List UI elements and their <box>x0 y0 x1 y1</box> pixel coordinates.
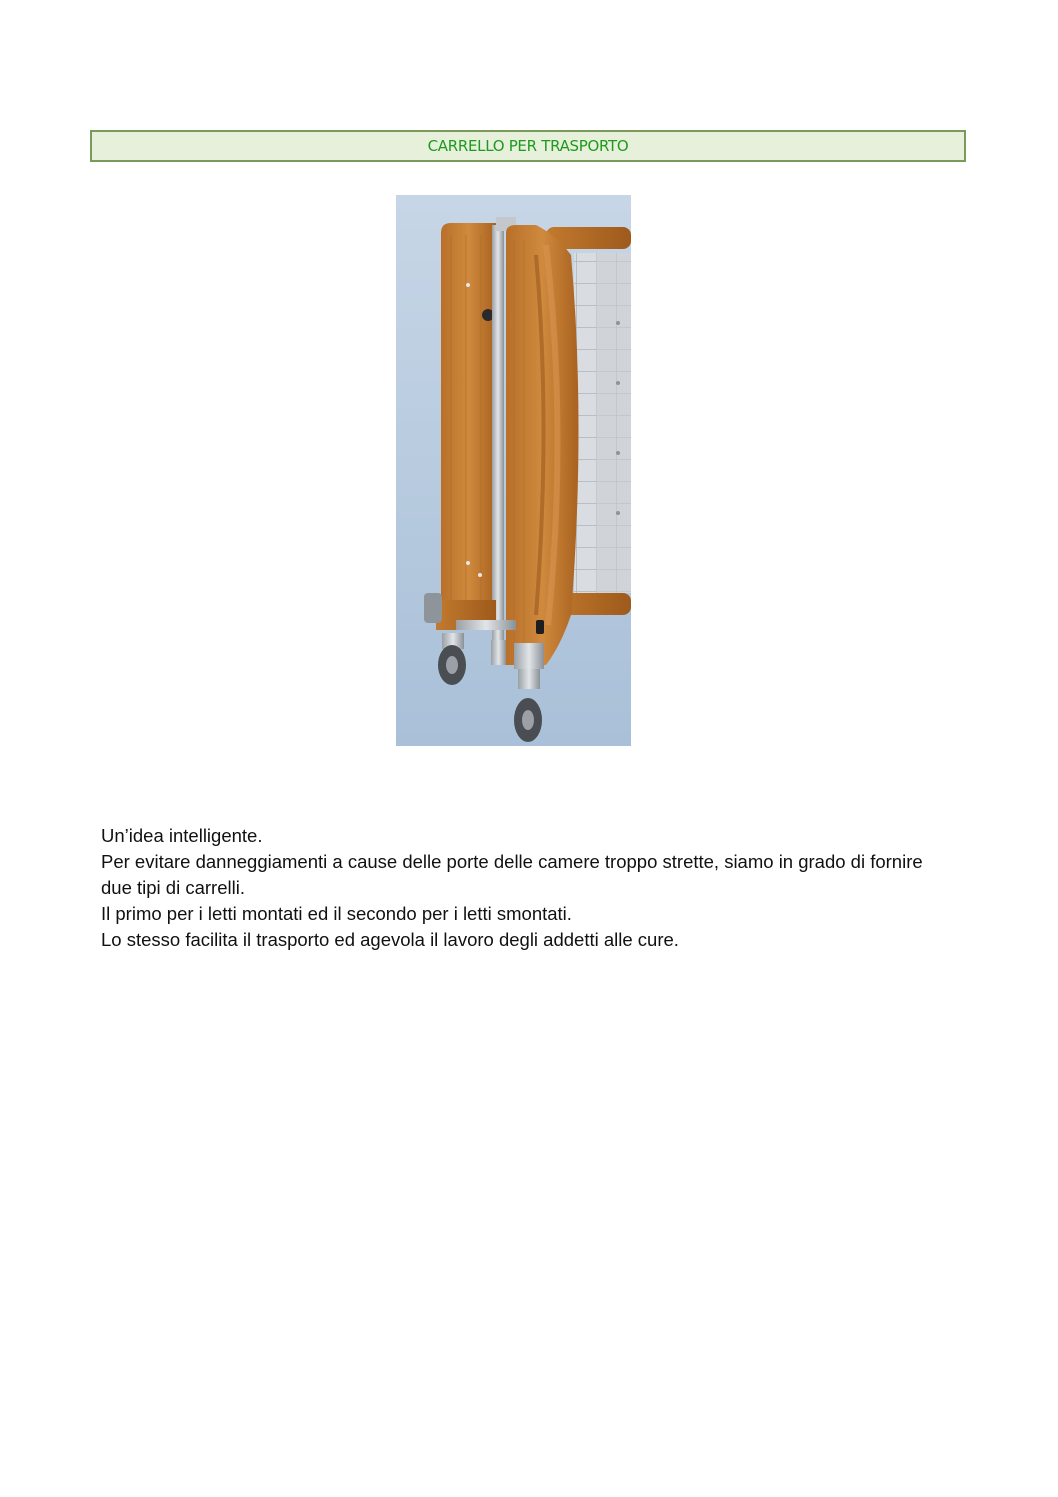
description-text <box>101 823 931 953</box>
section-header <box>90 130 966 162</box>
body-line-1: Un’idea intelligente. <box>101 825 263 846</box>
bed-transport-cart-photo <box>396 195 631 746</box>
body-line-2: Per evitare danneggiamenti a cause delle porte delle camere troppo strette, siamo in grado di fornire due tipi di carrelli. <box>101 851 923 898</box>
section-title: CARRELLO PER TRASPORTO <box>427 137 629 155</box>
body-line-4: Lo stesso facilita il trasporto ed agevola il lavoro degli addetti alle cure. <box>101 929 679 950</box>
body-line-3: Il primo per i letti montati ed il secondo per i letti smontati. <box>101 903 572 924</box>
